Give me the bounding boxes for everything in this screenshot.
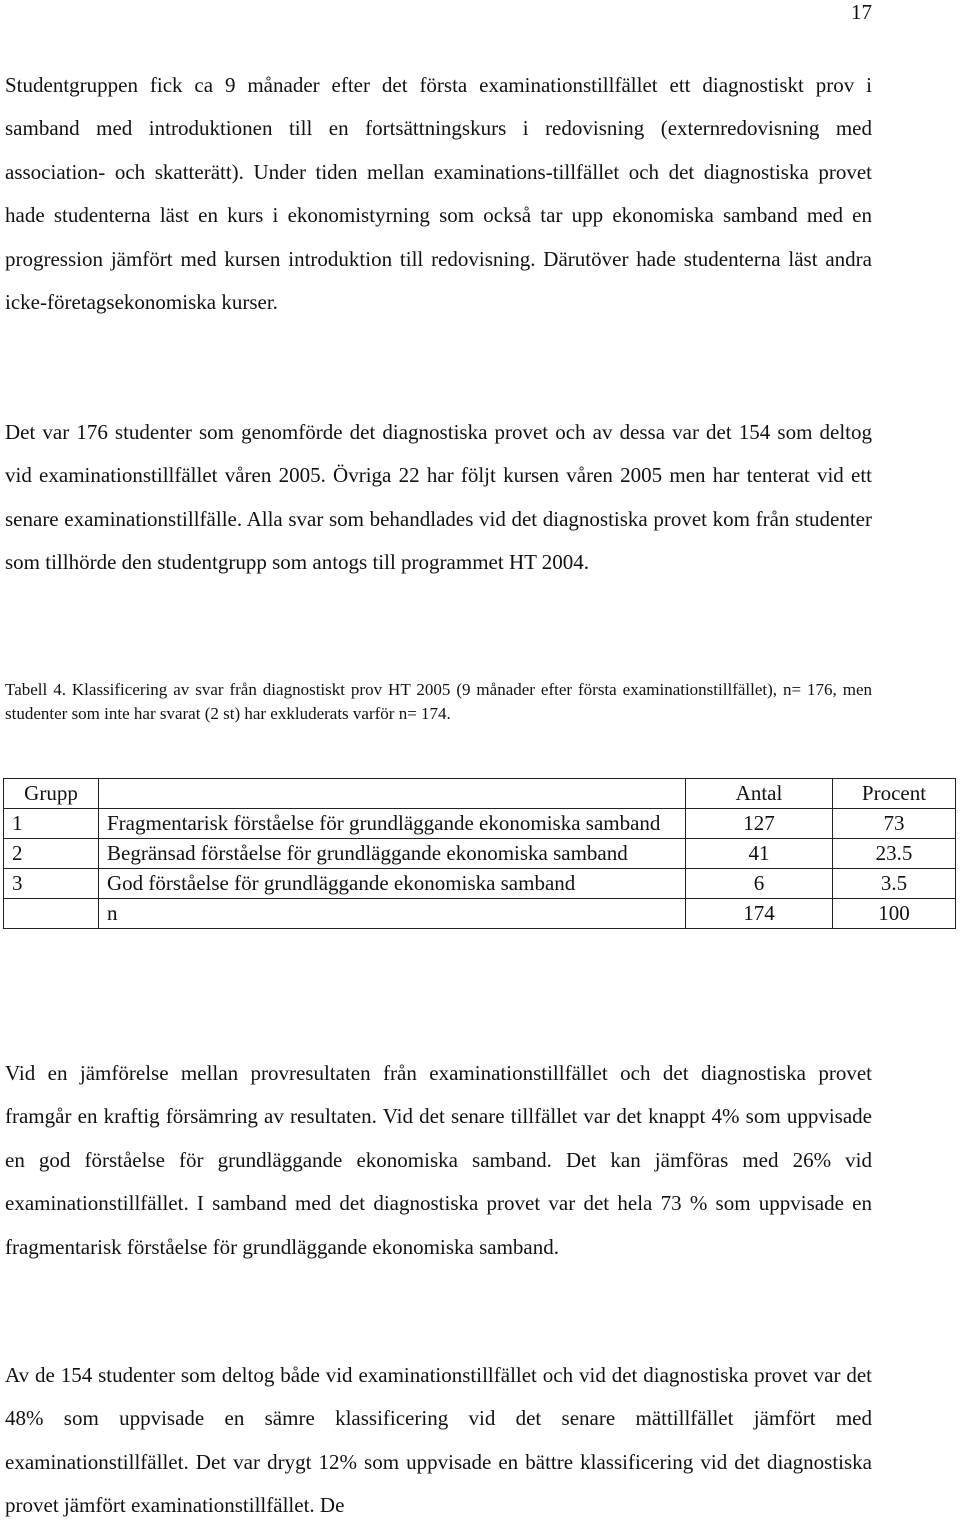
group-antal: 6 [686, 869, 833, 899]
group-procent: 23.5 [833, 839, 956, 869]
table-row [4, 809, 956, 839]
header-grupp: Grupp [4, 779, 99, 809]
total-label: n [99, 899, 686, 929]
group-description: Fragmentarisk förståelse för grundläggande ekonomiska samband [99, 809, 686, 839]
total-procent: 100 [833, 899, 956, 929]
group-antal: 127 [686, 809, 833, 839]
group-number: 1 [4, 809, 99, 839]
group-number [4, 899, 99, 929]
classification-table [3, 778, 956, 929]
group-procent: 3.5 [833, 869, 956, 899]
group-description: Begränsad förståelse för grundläggande ekonomiska samband [99, 839, 686, 869]
table-row [4, 839, 956, 869]
table-row [4, 869, 956, 899]
table-total-row [4, 899, 956, 929]
header-antal: Antal [686, 779, 833, 809]
group-description: God förståelse för grundläggande ekonomiska samband [99, 869, 686, 899]
table-caption: Tabell 4. Klassificering av svar från diagnostiskt prov HT 2005 (9 månader efter första examinationstillfället), n= 176, men studenter som inte har svarat (2 st) har exkluderats varför n= 174. [5, 680, 872, 723]
group-number: 3 [4, 869, 99, 899]
header-procent: Procent [833, 779, 956, 809]
total-antal: 174 [686, 899, 833, 929]
paragraph-intro: Studentgruppen fick ca 9 månader efter det första examinationstillfället ett diagnostiskt prov i samband med introduktionen till en fortsättningskurs i redovisning (externredovisning med association- och skatterätt). Under tiden mellan examinations-tillfället och det diagnostiska provet hade studenterna läst en kurs i ekonomistyrning som också tar upp ekonomiska samband med en progression jämfört med kursen introduktion till redovisning. Därutöver hade studenterna läst andra icke-företagsekonomiska kurser. [5, 73, 872, 315]
paragraph-participants: Det var 176 studenter som genomförde det diagnostiska provet och av dessa var det 154 som deltog vid examinationstillfället våren 2005. Övriga 22 har följt kursen våren 2005 men har tenterat vid ett senare examinationstillfälle. Alla svar som behandlades vid det diagnostiska provet kom från studenter som tillhörde den studentgrupp som antogs till programmet HT 2004. [5, 420, 872, 575]
group-number: 2 [4, 839, 99, 869]
paragraph-students-154: Av de 154 studenter som deltog både vid examinationstillfället och vid det diagnostiska provet var det 48% som uppvisade en sämre klassificering vid det senare mättillfället jämfört med examinationstillfället. Det var drygt 12% som uppvisade en bättre klassificering vid det diagnostiska provet jämfört examinationstillfället. De [5, 1363, 872, 1518]
group-procent: 73 [833, 809, 956, 839]
header-description [99, 779, 686, 809]
table-header-row [4, 779, 956, 809]
page-number: 17 [851, 0, 872, 24]
paragraph-comparison: Vid en jämförelse mellan provresultaten från examinationstillfället och det diagnostiska provet framgår en kraftig försämring av resultaten. Vid det senare tillfället var det knappt 4% som uppvisade en god förståelse för grundläggande ekonomiska samband. Det kan jämföras med 26% vid examinationstillfället. I samband med det diagnostiska provet var det hela 73 % som uppvisade en fragmentarisk förståelse för grundläggande ekonomiska samband. [5, 1061, 872, 1259]
group-antal: 41 [686, 839, 833, 869]
